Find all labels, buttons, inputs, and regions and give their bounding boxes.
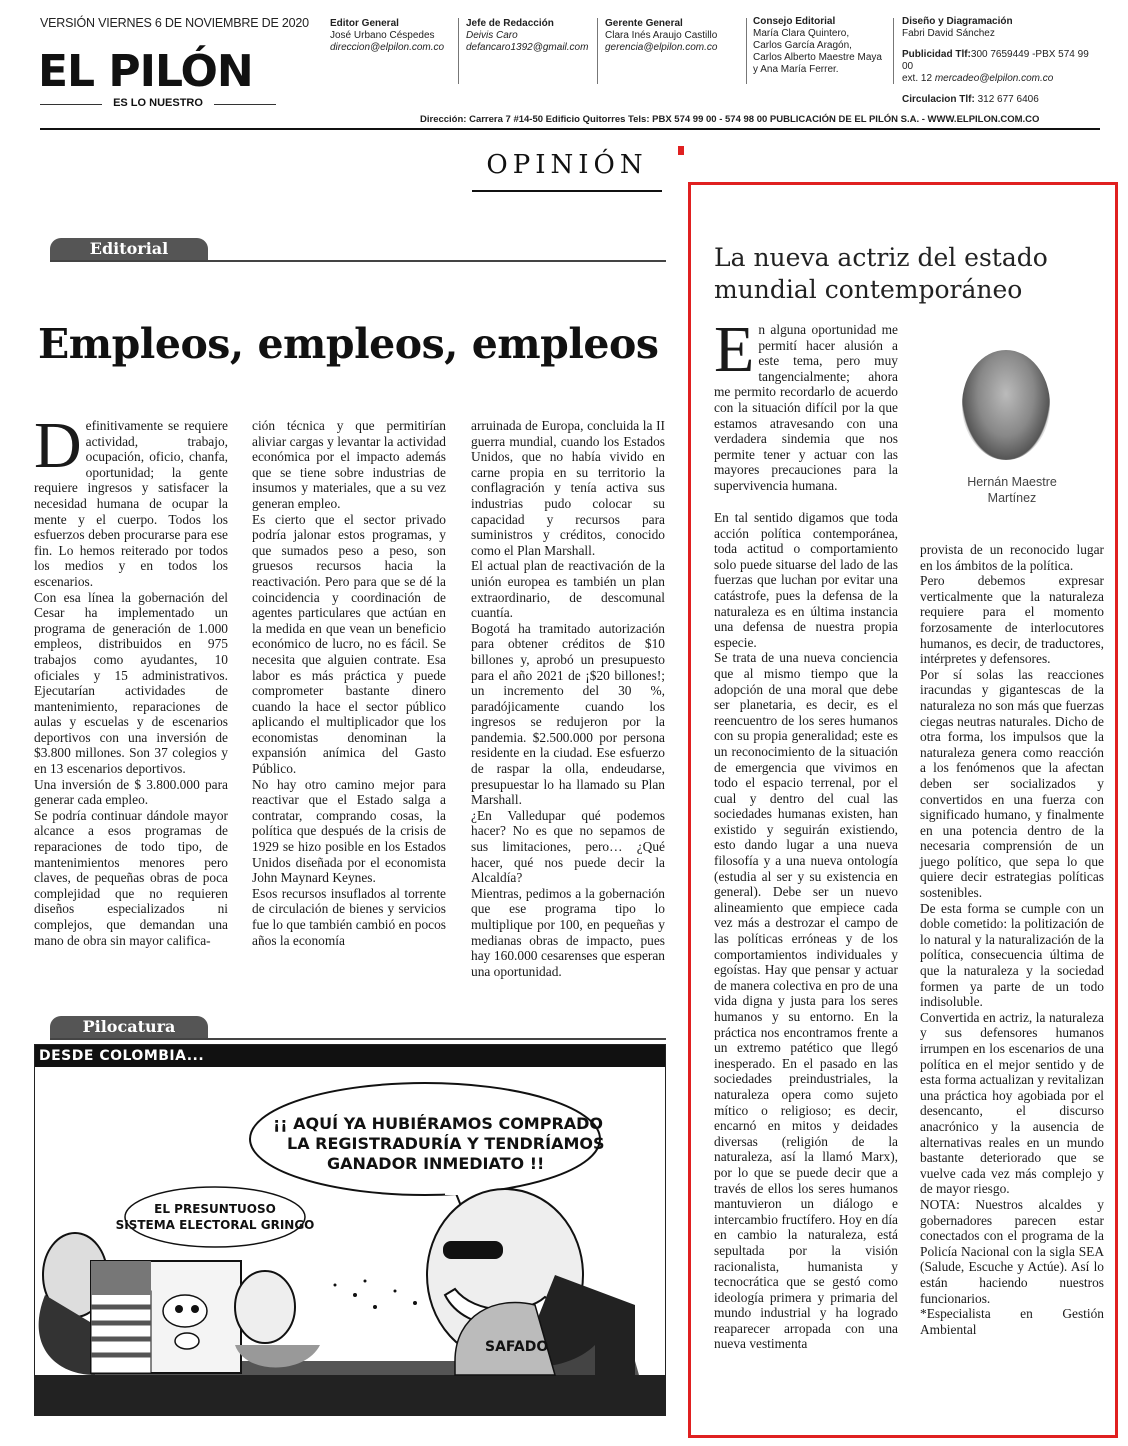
editorial-column-3	[471, 418, 665, 979]
editorial-rule	[50, 260, 666, 262]
staff-name: y Ana María Ferrer.	[753, 64, 839, 75]
staff-board	[753, 16, 893, 76]
staff-role: Consejo Editorial	[753, 16, 836, 27]
circulation-line	[902, 94, 1102, 106]
staff-editor	[330, 18, 458, 54]
staff-email[interactable]: direccion@elpilon.com.co	[330, 42, 445, 53]
masthead-divider	[893, 18, 894, 84]
paragraph: Es cierto que el sector privado podría jalonar estos programas, y que sumados peso a peso, son gruesos recursos hacia la reactivación. Pero para que se dé la coincidencia y coordinación de agentes particulares que actúan en la medida en que vean un beneficio económico de lucro, no es fácil. Se necesita que alguien contrate. Esa labor es más práctica y puede comprometer bastante dinero cuando la hace el sector público aplicando el multiplicador que los economistas denominan la expansión anímica del Gasto Público.	[252, 511, 446, 777]
paragraph: No hay otro camino mejor para reactivar que el Estado salga a contratar, comprando cosas, la política que después de la crisis de 1929 se hizo posible en los Estados Unidos diseñada por el economista John Maynard Keynes.	[252, 776, 446, 886]
staff-name: Clara Inés Araujo Castillo	[605, 30, 718, 41]
masthead-divider	[597, 18, 598, 84]
paragraph: Por sí solas las reacciones iracundas y gigantescas de la naturaleza no son más que fuerzas ciegas neutras naturales. Dicho de otra forma, los impulsos que la naturaleza genera como reacción a los fenómenos que la afectan deben ser socializados y convertidos en una fuerza con significado humano, y finalmente en una potencia dentro de la necesaria comprensión de un juego político, que sepa lo que quiere decir estrategias políticas sostenibles.	[920, 666, 1104, 901]
section-title: OPINIÓN	[486, 150, 648, 180]
masthead-rule	[40, 128, 1100, 130]
circulation-label: Circulacion Tlf:	[902, 94, 975, 105]
staff-email[interactable]: gerencia@elpilon.com.co	[605, 42, 718, 53]
speech-line-2: LA REGISTRADURÍA Y TENDRÍAMOS	[287, 1134, 605, 1153]
opinion-headline: La nueva actriz del estado mundial contemporáneo	[714, 243, 1048, 304]
editorial-headline: Empleos, empleos, empleos	[38, 320, 659, 368]
paragraph: arruinada de Europa, concluida la II guerra mundial, cuando los Estados Unidos, que no había vivido en carne propia en su territorio la conflagración y tenía activa sus industrias pudo colocar su capacidad y recursos para suministros y créditos, conocido como el Plan Marshall.	[471, 418, 665, 558]
paragraph: Convertida en actriz, la naturaleza y sus defensores humanos irrumpen en los escenarios de una política en el mejor sentido y de esta forma actualizan y revitalizan una práctica hoy agobiada por el desencanto, el discurso anacrónico y la ausencia de alternativas reales en un mundo bastante deteriorado que se vuelve cada vez más complejo y de mayor riesgo.	[920, 1009, 1104, 1197]
staff-name: Fabri David Sánchez	[902, 28, 995, 39]
staff-name: Carlos García Aragón,	[753, 40, 852, 51]
author-first: Hernán Maestre	[967, 475, 1057, 489]
drop-cap: E	[714, 313, 755, 386]
section-rule	[472, 190, 662, 192]
cartoon-rule	[50, 1038, 666, 1040]
paragraph: Con esa línea la gobernación del Cesar ha implementado un programa de generación de 1.000 empleos, distribuidos en 975 trabajos como ayudantes, 10 oficiales y 15 administrativos. Ejecutarían actividades de mantenimiento, reparaciones de aulas y escuelas y de escenarios deportivos con una inversión de $3.800 millones. Son 37 colegios y en 13 escenarios deportivos.	[34, 589, 228, 777]
paragraph: Se podría continuar dándole mayor alcance a esos programas de reparaciones de todo tipo, de mantenimientos menores pero claves, de pequeñas obras de poca complejidad que no requieren diseños especializados ni complejos, que demandan una mano de obra sin mayor califica-	[34, 807, 228, 948]
drop-cap: D	[34, 409, 82, 482]
staff-role: Diseño y Diagramación	[902, 16, 1013, 27]
staff-role: Gerente General	[605, 18, 683, 29]
advertising-label: Publicidad Tlf:	[902, 49, 971, 60]
cartoon-panel	[34, 1044, 666, 1416]
advertising-email[interactable]: mercadeo@elpilon.com.co	[934, 73, 1054, 84]
paragraph: ción técnica y que permitirían aliviar cargas y levantar la actividad económica por el impacto además que se tiene sobre industrias de insumos y materiales, que a su vez generan empleo.	[252, 418, 446, 511]
paragraph: Bogotá ha tramitado autorización para obtener créditos de $10 billones y, aprobó un presupuesto para el año 2021 de ¡$20 billones!; un incremento del 30 %, paradójicamente cuando los ingresos se redujeron por la pandemia. $2.500.000 por persona residente en la ciudad. Ese esfuerzo de raspar la olla, endeudarse, presupuestar lo ha llamado su Plan Marshall.	[471, 620, 665, 808]
staff-name: José Urbano Céspedes	[330, 30, 435, 41]
paragraph: ¿En Valledupar qué podemos hacer? No es que no sepamos de sus limitaciones, pero… ¿Qué hacer, qué nos puede decir la Alcaldía?	[471, 807, 665, 886]
staff-role: Editor General	[330, 18, 399, 29]
opinion-intro	[714, 313, 898, 494]
author-photo	[962, 350, 1050, 460]
paragraph: Mientras, pedimos a la gobernación que ese programa tipo lo multiplique por 100, en pequeñas y medianas obras de impacto, pues hay 160.000 cesarenses que esperan una oportunidad.	[471, 885, 665, 979]
advertising-line	[902, 49, 1102, 73]
editorial-column-1	[34, 409, 228, 948]
paragraph: Esos recursos insuflados al torrente de circulación de bienes y servicios fue lo que también cambió en pocos años la economía	[252, 885, 446, 948]
address-line: Dirección: Carrera 7 #14-50 Edificio Quitorres Tels: PBX 574 99 00 - 574 98 00 PUBLICACIÓN DE EL PILÓN S.A. - WWW.ELPILON.COM.CO	[420, 114, 1040, 125]
staff-chief	[466, 18, 596, 54]
cartoonist-signature: SAFADO	[485, 1339, 549, 1355]
logo-tagline: ES LO NUESTRO	[40, 97, 276, 109]
advertising-phone: 300 7659449 -PBX 574 99 00	[902, 49, 1089, 72]
paragraph: provista de un reconocido lugar en los ámbitos de la política.	[920, 542, 1104, 573]
label-line-2: SISTEMA ELECTORAL GRINGO	[115, 1218, 315, 1232]
label-line-1: EL PRESUNTUOSO	[154, 1202, 276, 1216]
cartoon-header: DESDE COLOMBIA...	[35, 1045, 666, 1067]
advertising-ext: ext. 12	[902, 73, 933, 84]
staff-design	[902, 16, 1102, 106]
paragraph: El actual plan de reactivación de la unión europea es también un plan extraordinario, de descomunal cuantía.	[471, 558, 665, 621]
advertising-ext-line	[902, 73, 1102, 85]
staff-name: María Clara Quintero,	[753, 28, 850, 39]
staff-manager	[605, 18, 745, 54]
staff-name: Carlos Alberto Maestre Maya	[753, 52, 882, 63]
paragraph: *Especialista en Gestión Ambiental	[920, 1306, 1104, 1337]
paragraph: NOTA: Nuestros alcaldes y gobernadores parecen estar conectados con el programa de la Policía Nacional con la sigla SEA (Salude, Escuche y Actúe). Así lo están haciendo nuestros funcionarios.	[920, 1196, 1104, 1306]
speech-line-3: GANADOR INMEDIATO !!	[327, 1154, 545, 1173]
edition-date: VERSIÓN VIERNES 6 DE NOVIEMBRE DE 2020	[40, 16, 309, 30]
author-last: Martínez	[987, 491, 1037, 505]
author-name	[956, 474, 1068, 506]
masthead-divider	[746, 18, 747, 84]
paragraph: Pero debemos expresar verticalmente que la naturaleza requiere para el momento forzosamente de interlocutores humanos, es decir, de traductores, intérpretes y defensores.	[920, 573, 1104, 667]
circulation-phone: 312 677 6406	[977, 94, 1039, 105]
paragraph: n alguna oportunidad me permití hacer alusión a este tema, pero muy tangencialmente; ahora me permito recordarlo de acuerdo con la situación difícil por la que estamos atravesando con una verdadera sindemia que nos permite tener y actuar con las mayores precauciones para la supervivencia humana.	[714, 322, 898, 493]
staff-email[interactable]: defancaro1392@gmail.com	[466, 42, 589, 53]
opinion-column-1	[714, 510, 898, 1352]
paragraph: Una inversión de $ 3.800.000 para generar cada empleo.	[34, 776, 228, 808]
cartoon-illustration	[35, 1045, 665, 1415]
paragraph: Se trata de una nueva conciencia que al mismo tiempo que la adopción de una moral que debe ser planetaria, es decir, es el reencuentro de los seres humanos con su propia generalidad; este es un reconocimiento de la situación de emergencia que vivimos en todo el espacio terrenal, por el cual y dentro del cual las sociedades humanas existen, han existido y seguirán existiendo, esto dando lugar a una nueva filosofía y a una nueva ontología (estudia al ser y su existencia en general). Debe ser un nuevo alineamiento que empiece cada vez más a destrozar el campo de las políticas erróneas y de los comportamientos individuales y egoístas. Hay que pensar y actuar de manera colectiva en pro de una vida digna y justa para los seres humanos y su entorno. En la práctica nos encontramos frente a un extremo patético que llegó inesperado. En el pasado en las sociedades preindustriales, la naturaleza opera como sujeto mítico o religioso; es decir, encarnó en mitos y deidades diversas (religión de la naturaleza, así la llamó Marx), por lo que se puede decir que a través de ellos los seres humanos mantuvieron un diálogo e intercambio fructífero. Hoy en día en cambio la naturaleza, está sepultada por la visión racionalista, humanista y tecnocrática que se gestó como ideología primera y primaria del mundo industrial y ha logrado reaparecer arropada con una nueva vestimenta	[714, 650, 898, 1352]
opinion-column-2	[920, 542, 1104, 1337]
paragraph: efinitivamente se requiere actividad, trabajo, ocupación, oficio, chanfa, oportunidad; la gente requiere ingresos y satisfacer la necesidad humana de ocupar la mente y el cuerpo. Todos los esfuerzos deben procurarse para ese fin. Lo hemos reiterado por todos los medios y en todos los escenarios.	[34, 418, 228, 589]
staff-role: Jefe de Redacción	[466, 18, 554, 29]
newspaper-logo[interactable]: EL PILÓN	[38, 46, 253, 97]
paragraph: En tal sentido digamos que toda acción política contemporánea, toda actitud o comportamiento solo puede situarse del lado de las fuerzas que luchan por evitar una catástrofe, pues la defensa de la naturaleza es en última instancia una defensa de nuestra propia especie.	[714, 510, 898, 650]
speech-line-1: ¡¡ AQUÍ YA HUBIÉRAMOS COMPRADO	[273, 1114, 604, 1133]
section-marker	[678, 146, 684, 155]
editorial-column-2	[252, 418, 446, 948]
staff-name: Deivis Caro	[466, 30, 518, 41]
editorial-tab: Editorial	[50, 238, 208, 260]
cartoon-tab: Pilocatura	[50, 1016, 208, 1038]
masthead-divider	[458, 18, 459, 84]
paragraph: De esta forma se cumple con un doble cometido: la politización de lo natural y la naturalización de la política, consecuencia última de que la naturaleza y la sociedad formen ya parte de un todo indisoluble.	[920, 900, 1104, 1010]
